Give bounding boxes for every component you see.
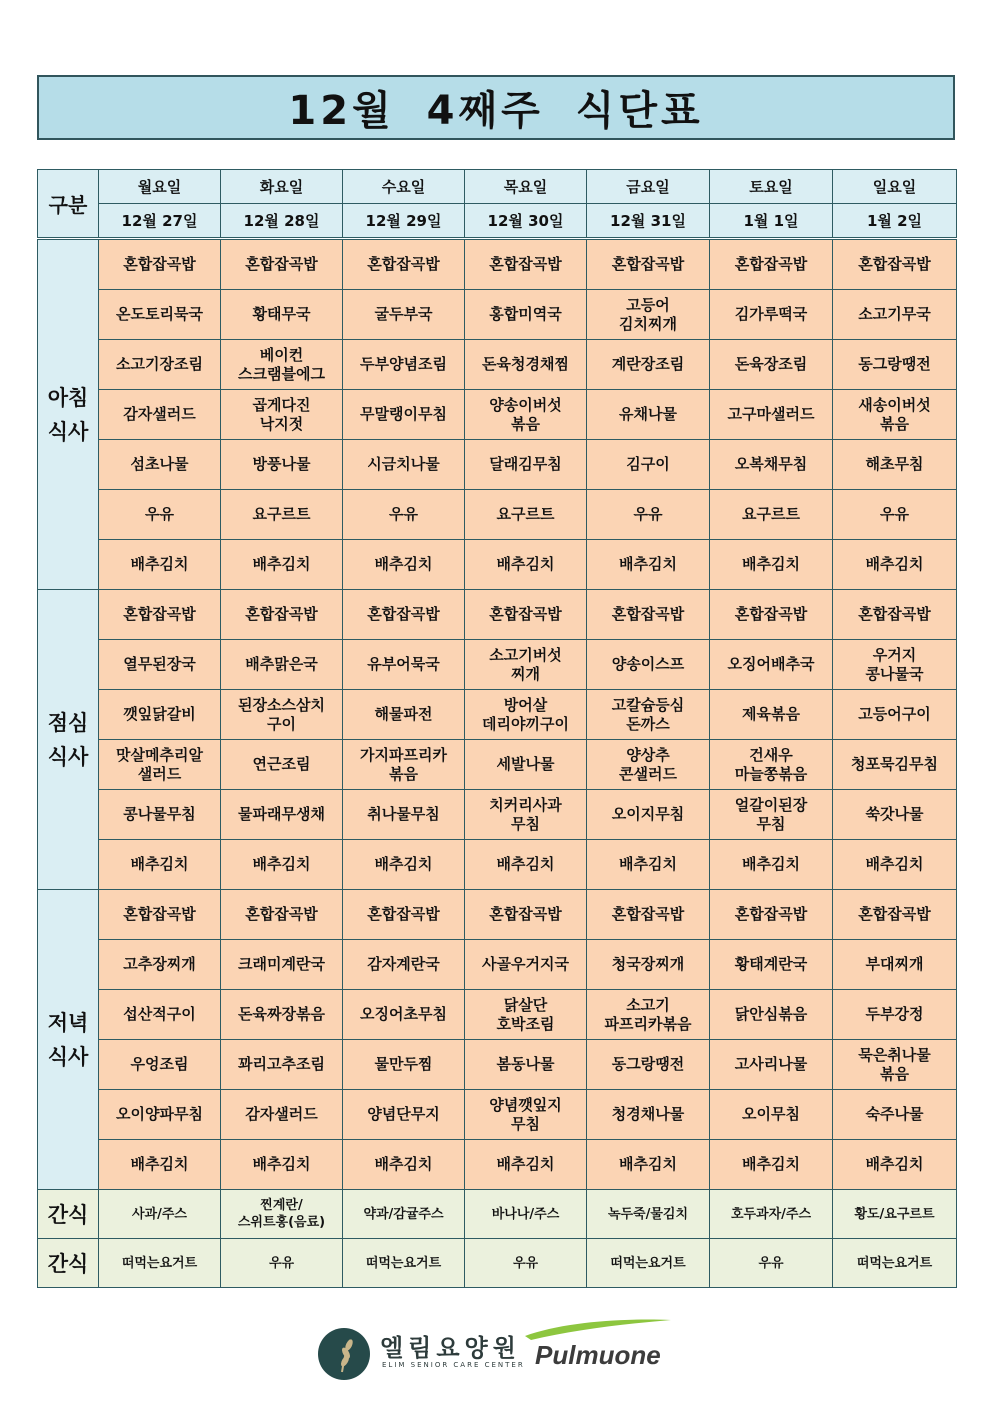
menu-item-cell: 취나물무침: [343, 790, 465, 840]
menu-item-cell: 혼합잡곡밥: [99, 590, 221, 640]
menu-item-cell: 혼합잡곡밥: [99, 239, 221, 290]
menu-item-cell: 연근조림: [221, 740, 343, 790]
menu-item-cell: 혼합잡곡밥: [833, 590, 957, 640]
day-name-cell: 금요일: [587, 170, 710, 204]
menu-item-cell: 소고기버섯 찌개: [465, 640, 587, 690]
snack-item-cell: 호두과자/주스: [710, 1190, 833, 1239]
snack1-row: [38, 1190, 957, 1239]
menu-item-cell: 김가루떡국: [710, 290, 833, 340]
menu-item-cell: 김구이: [587, 440, 710, 490]
menu-item-cell: 사골우거지국: [465, 940, 587, 990]
lunch-row: [38, 690, 957, 740]
menu-item-cell: 고등어 김치찌개: [587, 290, 710, 340]
menu-item-cell: 감자샐러드: [221, 1090, 343, 1140]
menu-item-cell: 우유: [99, 490, 221, 540]
menu-item-cell: 배추김치: [833, 540, 957, 590]
menu-item-cell: 배추김치: [833, 840, 957, 890]
menu-item-cell: 혼합잡곡밥: [221, 590, 343, 640]
snack-item-cell: 우유: [465, 1239, 587, 1288]
snack-item-cell: 떠먹는요거트: [833, 1239, 957, 1288]
menu-item-cell: 오복채무침: [710, 440, 833, 490]
menu-item-cell: 얼갈이된장 무침: [710, 790, 833, 840]
menu-item-cell: 혼합잡곡밥: [465, 890, 587, 940]
menu-item-cell: 곱게다진 낙지젓: [221, 390, 343, 440]
menu-item-cell: 해물파전: [343, 690, 465, 740]
dinner-row: [38, 1140, 957, 1190]
lunch-row: [38, 640, 957, 690]
menu-item-cell: 혼합잡곡밥: [343, 590, 465, 640]
menu-item-cell: 돈육청경채찜: [465, 340, 587, 390]
menu-item-cell: 닭안심볶음: [710, 990, 833, 1040]
snack-item-cell: 떠먹는요거트: [587, 1239, 710, 1288]
breakfast-row: [38, 290, 957, 340]
breakfast-row: [38, 540, 957, 590]
menu-item-cell: 혼합잡곡밥: [221, 890, 343, 940]
menu-item-cell: 배추김치: [343, 540, 465, 590]
menu-item-cell: 오이지무침: [587, 790, 710, 840]
menu-item-cell: 배추김치: [587, 840, 710, 890]
date-cell: 12월 30일: [465, 204, 587, 239]
menu-item-cell: 혼합잡곡밥: [99, 890, 221, 940]
menu-item-cell: 배추김치: [99, 540, 221, 590]
lunch-row: [38, 740, 957, 790]
menu-item-cell: 방어살 데리야끼구이: [465, 690, 587, 740]
date-cell: 1월 2일: [833, 204, 957, 239]
date-cell: 12월 29일: [343, 204, 465, 239]
menu-item-cell: 혼합잡곡밥: [343, 890, 465, 940]
menu-item-cell: 우거지 콩나물국: [833, 640, 957, 690]
menu-item-cell: 시금치나물: [343, 440, 465, 490]
menu-item-cell: 닭살단 호박조림: [465, 990, 587, 1040]
menu-item-cell: 방풍나물: [221, 440, 343, 490]
menu-item-cell: 우유: [587, 490, 710, 540]
menu-item-cell: 소고기장조림: [99, 340, 221, 390]
menu-item-cell: 베이컨 스크램블에그: [221, 340, 343, 390]
menu-item-cell: 황태계란국: [710, 940, 833, 990]
dinner-row: [38, 1040, 957, 1090]
menu-item-cell: 크래미계란국: [221, 940, 343, 990]
menu-item-cell: 해초무침: [833, 440, 957, 490]
menu-item-cell: 오징어배추국: [710, 640, 833, 690]
menu-item-cell: 건새우 마늘쫑볶음: [710, 740, 833, 790]
menu-item-cell: 쑥갓나물: [833, 790, 957, 840]
dinner-row: [38, 940, 957, 990]
menu-item-cell: 혼합잡곡밥: [465, 590, 587, 640]
menu-item-cell: 배추김치: [99, 1140, 221, 1190]
day-name-cell: 토요일: [710, 170, 833, 204]
menu-item-cell: 고구마샐러드: [710, 390, 833, 440]
menu-item-cell: 양상추 콘샐러드: [587, 740, 710, 790]
menu-item-cell: 우엉조림: [99, 1040, 221, 1090]
menu-item-cell: 배추김치: [343, 1140, 465, 1190]
menu-item-cell: 혼합잡곡밥: [833, 239, 957, 290]
snack-item-cell: 떠먹는요거트: [99, 1239, 221, 1288]
pulmuone-swoosh-icon: [523, 1318, 673, 1340]
breakfast-row: [38, 490, 957, 540]
snack-item-cell: 바나나/주스: [465, 1190, 587, 1239]
menu-item-cell: 양송이스프: [587, 640, 710, 690]
menu-item-cell: 혼합잡곡밥: [465, 239, 587, 290]
menu-item-cell: 오이양파무침: [99, 1090, 221, 1140]
lunch-row: [38, 790, 957, 840]
menu-item-cell: 동그랑땡전: [587, 1040, 710, 1090]
snack-item-cell: 떠먹는요거트: [343, 1239, 465, 1288]
menu-item-cell: 우유: [343, 490, 465, 540]
date-cell: 1월 1일: [710, 204, 833, 239]
menu-item-cell: 요구르트: [221, 490, 343, 540]
dinner-label-cell: 저녁 식사: [38, 890, 99, 1190]
snack-item-cell: 약과/감귤주스: [343, 1190, 465, 1239]
menu-item-cell: 묵은취나물 볶음: [833, 1040, 957, 1090]
lunch-row: [38, 840, 957, 890]
menu-item-cell: 맛살메추리알 샐러드: [99, 740, 221, 790]
menu-item-cell: 홍합미역국: [465, 290, 587, 340]
menu-item-cell: 유부어묵국: [343, 640, 465, 690]
menu-item-cell: 제육볶음: [710, 690, 833, 740]
menu-item-cell: 꽈리고추조림: [221, 1040, 343, 1090]
menu-item-cell: 소고기무국: [833, 290, 957, 340]
breakfast-row: [38, 340, 957, 390]
weekly-menu-table: [37, 169, 957, 1288]
menu-item-cell: 양송이버섯 볶음: [465, 390, 587, 440]
menu-item-cell: 돈육장조림: [710, 340, 833, 390]
menu-item-cell: 열무된장국: [99, 640, 221, 690]
menu-item-cell: 양념깻잎지 무침: [465, 1090, 587, 1140]
snack1-label-cell: 간식: [38, 1190, 99, 1239]
menu-item-cell: 두부양념조림: [343, 340, 465, 390]
title-banner: [37, 75, 955, 140]
date-cell: 12월 31일: [587, 204, 710, 239]
menu-item-cell: 새송이버섯 볶음: [833, 390, 957, 440]
menu-item-cell: 물만두찜: [343, 1040, 465, 1090]
menu-item-cell: 소고기 파프리카볶음: [587, 990, 710, 1040]
menu-item-cell: 배추김치: [465, 1140, 587, 1190]
day-name-cell: 목요일: [465, 170, 587, 204]
menu-item-cell: 혼합잡곡밥: [587, 890, 710, 940]
menu-item-cell: 감자샐러드: [99, 390, 221, 440]
menu-item-cell: 콩나물무침: [99, 790, 221, 840]
menu-item-cell: 배추김치: [343, 840, 465, 890]
menu-item-cell: 계란장조림: [587, 340, 710, 390]
menu-item-cell: 배추김치: [221, 840, 343, 890]
menu-item-cell: 고추장찌개: [99, 940, 221, 990]
menu-item-cell: 배추김치: [587, 540, 710, 590]
menu-item-cell: 섭산적구이: [99, 990, 221, 1040]
menu-item-cell: 배추김치: [465, 840, 587, 890]
menu-item-cell: 된장소스삼치 구이: [221, 690, 343, 740]
menu-item-cell: 물파래무생채: [221, 790, 343, 840]
menu-item-cell: 고등어구이: [833, 690, 957, 740]
date-cell: 12월 28일: [221, 204, 343, 239]
snack2-label-cell: 간식: [38, 1239, 99, 1288]
menu-item-cell: 봄동나물: [465, 1040, 587, 1090]
menu-item-cell: 깻잎닭갈비: [99, 690, 221, 740]
menu-item-cell: 세발나물: [465, 740, 587, 790]
day-name-cell: 일요일: [833, 170, 957, 204]
menu-item-cell: 배추김치: [221, 540, 343, 590]
footer-logos: [318, 1318, 678, 1382]
breakfast-row: [38, 390, 957, 440]
snack-item-cell: 찐계란/ 스위트홍(음료): [221, 1190, 343, 1239]
menu-item-cell: 우유: [833, 490, 957, 540]
header-label-cell: 구분: [38, 170, 99, 239]
menu-item-cell: 양념단무지: [343, 1090, 465, 1140]
menu-item-cell: 돈육짜장볶음: [221, 990, 343, 1040]
breakfast-row: [38, 440, 957, 490]
menu-item-cell: 혼합잡곡밥: [221, 239, 343, 290]
menu-item-cell: 고사리나물: [710, 1040, 833, 1090]
menu-item-cell: 가지파프리카 볶음: [343, 740, 465, 790]
menu-item-cell: 오이무침: [710, 1090, 833, 1140]
menu-item-cell: 배추김치: [710, 1140, 833, 1190]
menu-item-cell: 혼합잡곡밥: [833, 890, 957, 940]
menu-item-cell: 청경채나물: [587, 1090, 710, 1140]
elim-logo-text: 엘림요양원: [380, 1334, 521, 1362]
elim-logo-subtitle: ELIM SENIOR CARE CENTER: [382, 1361, 525, 1369]
menu-item-cell: 감자계란국: [343, 940, 465, 990]
dinner-row: [38, 890, 957, 940]
pulmuone-logo-text: Pulmuone: [535, 1340, 661, 1370]
menu-item-cell: 혼합잡곡밥: [587, 590, 710, 640]
snack-item-cell: 우유: [710, 1239, 833, 1288]
menu-item-cell: 동그랑땡전: [833, 340, 957, 390]
menu-item-cell: 배추김치: [710, 540, 833, 590]
day-name-cell: 수요일: [343, 170, 465, 204]
snack-item-cell: 우유: [221, 1239, 343, 1288]
menu-item-cell: 혼합잡곡밥: [710, 239, 833, 290]
snack-item-cell: 사과/주스: [99, 1190, 221, 1239]
breakfast-row: [38, 239, 957, 290]
menu-item-cell: 배추김치: [587, 1140, 710, 1190]
menu-item-cell: 배추맑은국: [221, 640, 343, 690]
menu-item-cell: 오징어초무침: [343, 990, 465, 1040]
menu-item-cell: 숙주나물: [833, 1090, 957, 1140]
menu-item-cell: 배추김치: [833, 1140, 957, 1190]
menu-item-cell: 요구르트: [465, 490, 587, 540]
menu-item-cell: 황태무국: [221, 290, 343, 340]
menu-item-cell: 섬초나물: [99, 440, 221, 490]
date-cell: 12월 27일: [99, 204, 221, 239]
menu-item-cell: 고칼슘등심 돈까스: [587, 690, 710, 740]
lunch-label-cell: 점심 식사: [38, 590, 99, 890]
menu-item-cell: 요구르트: [710, 490, 833, 540]
menu-item-cell: 치커리사과 무침: [465, 790, 587, 840]
day-name-cell: 월요일: [99, 170, 221, 204]
dinner-row: [38, 1090, 957, 1140]
menu-item-cell: 혼합잡곡밥: [710, 890, 833, 940]
snack-item-cell: 황도/요구르트: [833, 1190, 957, 1239]
menu-item-cell: 달래김무침: [465, 440, 587, 490]
menu-item-cell: 배추김치: [710, 840, 833, 890]
menu-item-cell: 온도토리묵국: [99, 290, 221, 340]
day-name-cell: 화요일: [221, 170, 343, 204]
menu-item-cell: 두부강정: [833, 990, 957, 1040]
menu-item-cell: 무말랭이무침: [343, 390, 465, 440]
dinner-row: [38, 990, 957, 1040]
menu-item-cell: 유채나물: [587, 390, 710, 440]
menu-item-cell: 혼합잡곡밥: [710, 590, 833, 640]
snack2-row: [38, 1239, 957, 1288]
page-title: 12월 4째주 식단표: [288, 88, 704, 134]
lunch-row: [38, 590, 957, 640]
menu-item-cell: 혼합잡곡밥: [587, 239, 710, 290]
menu-item-cell: 배추김치: [221, 1140, 343, 1190]
menu-item-cell: 배추김치: [99, 840, 221, 890]
menu-item-cell: 굴두부국: [343, 290, 465, 340]
menu-item-cell: 부대찌개: [833, 940, 957, 990]
menu-item-cell: 배추김치: [465, 540, 587, 590]
menu-item-cell: 청포묵김무침: [833, 740, 957, 790]
menu-item-cell: 청국장찌개: [587, 940, 710, 990]
snack-item-cell: 녹두죽/물김치: [587, 1190, 710, 1239]
menu-item-cell: 혼합잡곡밥: [343, 239, 465, 290]
breakfast-label-cell: 아침 식사: [38, 239, 99, 590]
elim-logo-icon: [318, 1328, 370, 1380]
